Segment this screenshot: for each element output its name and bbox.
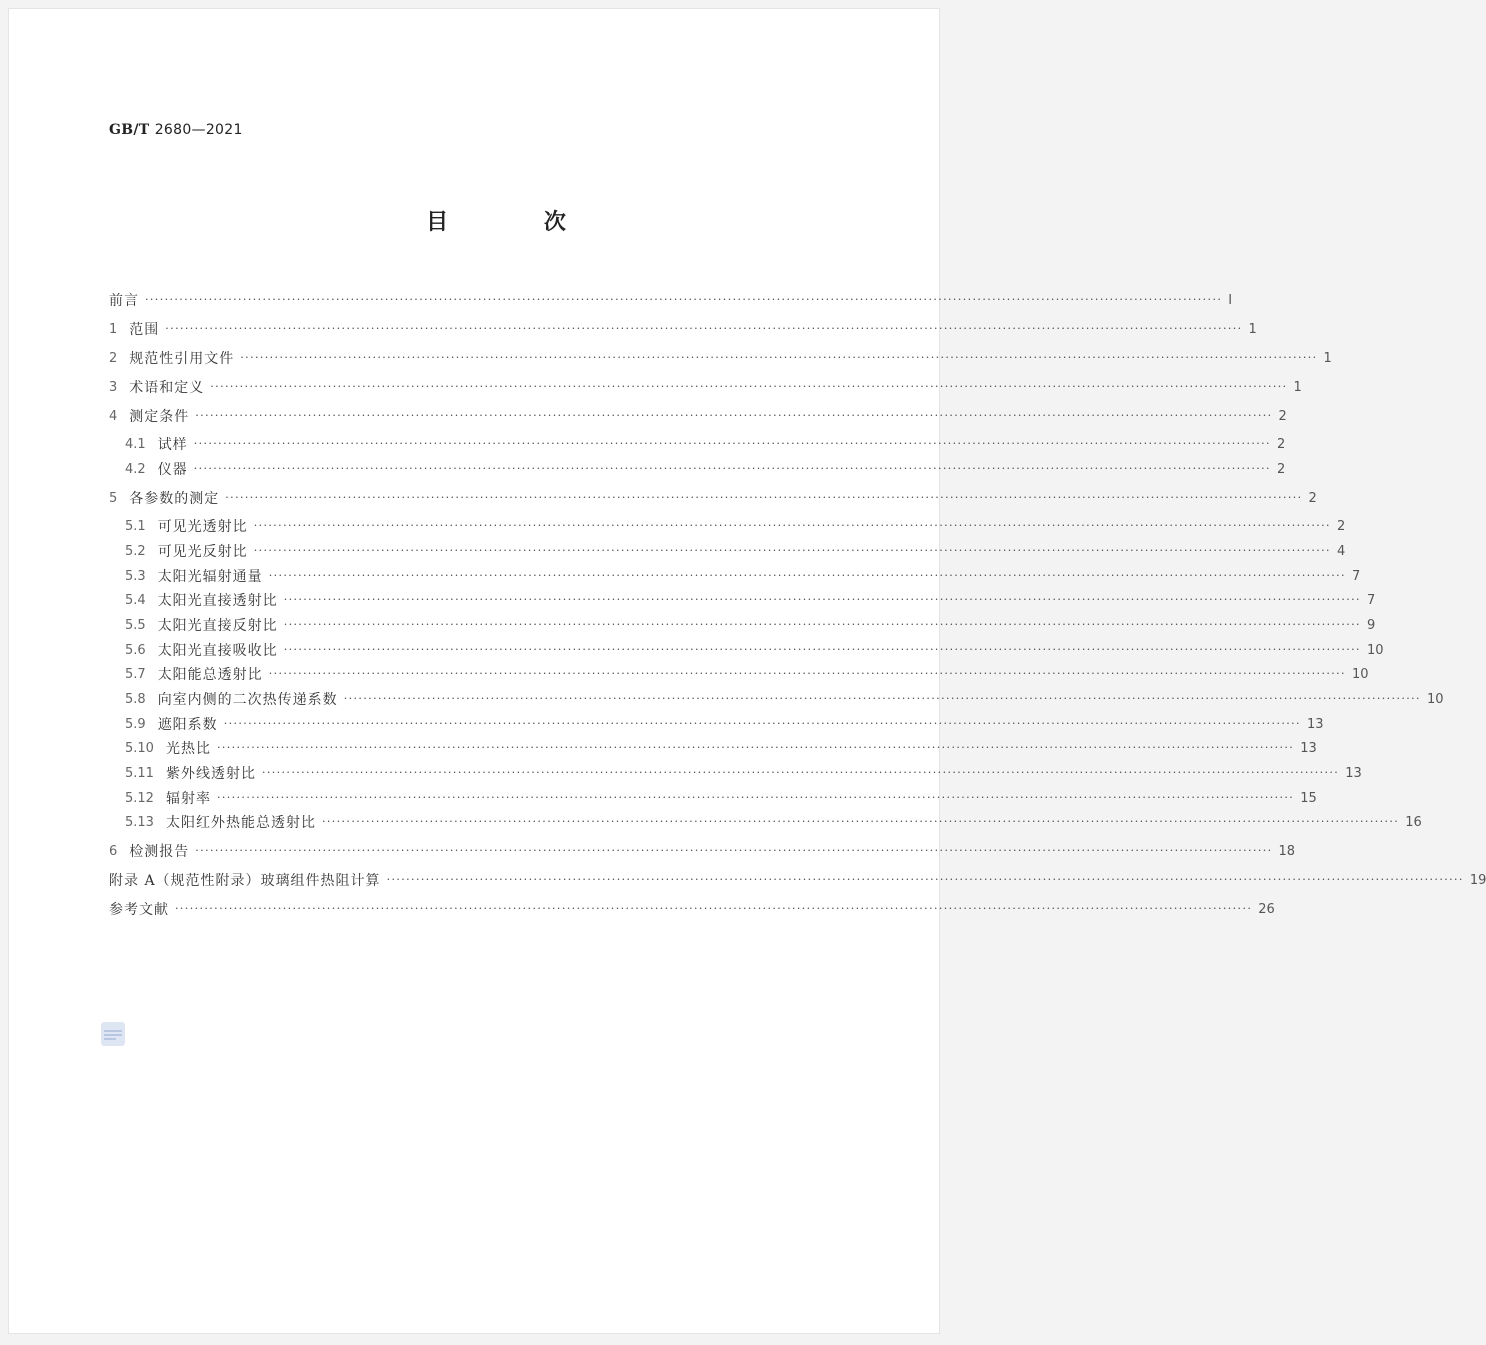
toc-leader-dots: ···························································································································································································································· <box>343 692 1421 705</box>
toc-entry[interactable] <box>109 406 1287 426</box>
toc-entry-page: 7 <box>1366 592 1376 608</box>
toc-entry[interactable] <box>125 738 1317 758</box>
standard-number: 2680—2021 <box>154 122 243 138</box>
toc-leader-dots: ···························································································································································································································· <box>283 618 1361 631</box>
toc-entry-page: 2 <box>1308 490 1317 506</box>
toc-entry[interactable] <box>109 290 1233 310</box>
toc-entry-number: 5.6 <box>125 642 146 658</box>
toc-leader-dots: ···························································································································································································································· <box>283 593 1361 606</box>
toc-entry-page: 10 <box>1366 642 1384 658</box>
toc-entry-title: 太阳光直接吸收比 <box>157 643 278 659</box>
toc-leader-dots: ···························································································································································································································· <box>321 815 1400 828</box>
toc-entry-number: 5.2 <box>125 543 146 559</box>
toc-entry-page: 15 <box>1300 790 1317 806</box>
toc-entry[interactable] <box>109 319 1257 339</box>
toc-entry[interactable] <box>125 590 1376 610</box>
publisher-logo-icon <box>101 1022 125 1046</box>
toc-entry-page: 18 <box>1278 843 1296 859</box>
toc-entry-number: 5.11 <box>125 765 154 781</box>
toc-entry[interactable] <box>109 488 1317 508</box>
toc-leader-dots: ···························································································································································································································· <box>216 741 1295 754</box>
toc-entry-page: 2 <box>1276 461 1286 477</box>
toc-entry-number: 5.10 <box>125 740 154 756</box>
toc-entry-title: 各参数的测定 <box>129 491 220 507</box>
toc-entry-number: 5.7 <box>125 666 146 682</box>
toc-entry-title: 遮阳系数 <box>157 717 218 733</box>
toc-entry-title: 太阳光辐射通量 <box>157 569 263 585</box>
toc-entry-page: 1 <box>1248 321 1257 337</box>
toc-entry-title: 向室内侧的二次热传递系数 <box>157 692 338 708</box>
toc-entry-title: 前言 <box>109 293 139 309</box>
toc-leader-dots: ···························································································································································································································· <box>193 462 1271 475</box>
toc-entry-page: 10 <box>1426 691 1444 707</box>
toc-entry-title: 太阳红外热能总透射比 <box>165 815 316 831</box>
toc-entry-number: 5.5 <box>125 617 146 633</box>
toc-leader-dots: ···························································································································································································································· <box>253 519 1331 532</box>
toc-leader-dots: ···························································································································································································································· <box>193 437 1271 450</box>
toc-entry-page: 2 <box>1336 518 1346 534</box>
toc-leader-dots: ···························································································································································································································· <box>216 791 1295 804</box>
toc-entry-number: 2 <box>109 350 118 366</box>
toc-entry-title: 可见光反射比 <box>157 544 248 560</box>
toc-leader-dots: ···························································································································································································································· <box>225 491 1303 504</box>
toc-entry-title: 检测报告 <box>129 844 190 860</box>
toc-entry[interactable] <box>125 516 1346 536</box>
toc-entry-title: 试样 <box>157 437 188 453</box>
toc-entry-number: 4.1 <box>125 436 146 452</box>
toc-entry-title: 太阳能总透射比 <box>157 667 263 683</box>
toc-leader-dots: ···························································································································································································································· <box>283 643 1361 656</box>
toc-entry[interactable] <box>109 899 1275 919</box>
toc-entry-title: 太阳光直接反射比 <box>157 618 278 634</box>
toc-entry-page: 10 <box>1351 666 1369 682</box>
toc-entry-page: 13 <box>1300 740 1317 756</box>
toc-entry[interactable] <box>125 763 1362 783</box>
toc-entry-title: 术语和定义 <box>129 380 205 396</box>
document-page <box>8 8 1486 1334</box>
toc-title: 目 次 <box>426 210 610 235</box>
toc-entry[interactable] <box>109 841 1296 861</box>
toc-entry-number: 5.4 <box>125 592 146 608</box>
toc-leader-dots: ···························································································································································································································· <box>268 667 1346 680</box>
toc-entry-title: 辐射率 <box>165 791 211 807</box>
toc-entry-number: 5.3 <box>125 568 146 584</box>
toc-entry-page: 13 <box>1345 765 1362 781</box>
toc-entry-number: 5.13 <box>125 814 154 830</box>
toc-entry-page: 9 <box>1366 617 1376 633</box>
toc-entry-page: 19 <box>1469 872 1486 888</box>
toc-entry[interactable] <box>125 434 1286 454</box>
standard-prefix: GB/T <box>109 122 150 138</box>
toc-entry[interactable] <box>125 812 1422 832</box>
toc-entry[interactable] <box>125 664 1369 684</box>
toc-entry[interactable] <box>125 566 1361 586</box>
toc-entry-number: 6 <box>109 843 118 859</box>
toc-leader-dots: ···························································································································································································································· <box>223 717 1301 730</box>
toc-entry[interactable] <box>109 377 1302 397</box>
toc-entry-page: 16 <box>1405 814 1422 830</box>
toc-entry-number: 5.8 <box>125 691 146 707</box>
toc-entry[interactable] <box>125 714 1324 734</box>
toc-entry-title: 规范性引用文件 <box>129 351 235 367</box>
toc-leader-dots: ···························································································································································································································· <box>165 322 1243 335</box>
toc-entry[interactable] <box>125 788 1317 808</box>
toc-entry-page: 1 <box>1293 379 1302 395</box>
toc-entry-page: 4 <box>1336 543 1346 559</box>
toc-leader-dots: ···························································································································································································································· <box>268 569 1346 582</box>
toc-leader-dots: ···························································································································································································································· <box>386 873 1464 886</box>
toc-entry[interactable] <box>125 541 1346 561</box>
toc-entry-number: 5.9 <box>125 716 146 732</box>
toc-entry[interactable] <box>109 348 1332 368</box>
toc-entry-title: 参考文献 <box>109 902 169 918</box>
toc-entry-page: I <box>1228 292 1233 308</box>
toc-entry-number: 5.1 <box>125 518 146 534</box>
toc-entry-number: 5.12 <box>125 790 154 806</box>
toc-entry-title: 光热比 <box>165 741 211 757</box>
toc-leader-dots: ···························································································································································································································· <box>240 351 1318 364</box>
toc-leader-dots: ···························································································································································································································· <box>253 544 1331 557</box>
toc-entry[interactable] <box>125 615 1376 635</box>
toc-entry-page: 7 <box>1351 568 1361 584</box>
toc-entry-number: 3 <box>109 379 118 395</box>
toc-leader-dots: ···························································································································································································································· <box>175 902 1253 915</box>
toc-entry-title: 可见光透射比 <box>157 519 248 535</box>
toc-leader-dots: ···························································································································································································································· <box>210 380 1288 393</box>
toc-entry-page: 13 <box>1306 716 1324 732</box>
toc-entry-number: 4 <box>109 408 118 424</box>
toc-leader-dots: ···························································································································································································································· <box>261 766 1340 779</box>
toc-entry-title: 附录 A（规范性附录）玻璃组件热阻计算 <box>109 873 381 889</box>
toc-entry-page: 26 <box>1258 901 1275 917</box>
toc-entry-title: 范围 <box>129 322 160 338</box>
toc-entry-number: 5 <box>109 490 118 506</box>
toc-entry-title: 紫外线透射比 <box>165 766 256 782</box>
toc-entry[interactable] <box>125 459 1286 479</box>
toc-entry[interactable] <box>125 640 1384 660</box>
toc-leader-dots: ···························································································································································································································· <box>145 293 1223 306</box>
toc-entry-page: 1 <box>1323 350 1332 366</box>
toc-leader-dots: ···························································································································································································································· <box>195 844 1273 857</box>
toc-entry[interactable] <box>125 689 1444 709</box>
toc-entry-page: 2 <box>1276 436 1286 452</box>
toc-entry-title: 测定条件 <box>129 409 190 425</box>
toc-entry[interactable] <box>109 870 1486 890</box>
toc-entry-number: 4.2 <box>125 461 146 477</box>
toc-entry-title: 仪器 <box>157 462 188 478</box>
standard-code <box>109 122 243 138</box>
toc-entry-page: 2 <box>1278 408 1287 424</box>
toc-entry-number: 1 <box>109 321 118 337</box>
toc-entry-title: 太阳光直接透射比 <box>157 593 278 609</box>
toc-leader-dots: ···························································································································································································································· <box>195 409 1273 422</box>
